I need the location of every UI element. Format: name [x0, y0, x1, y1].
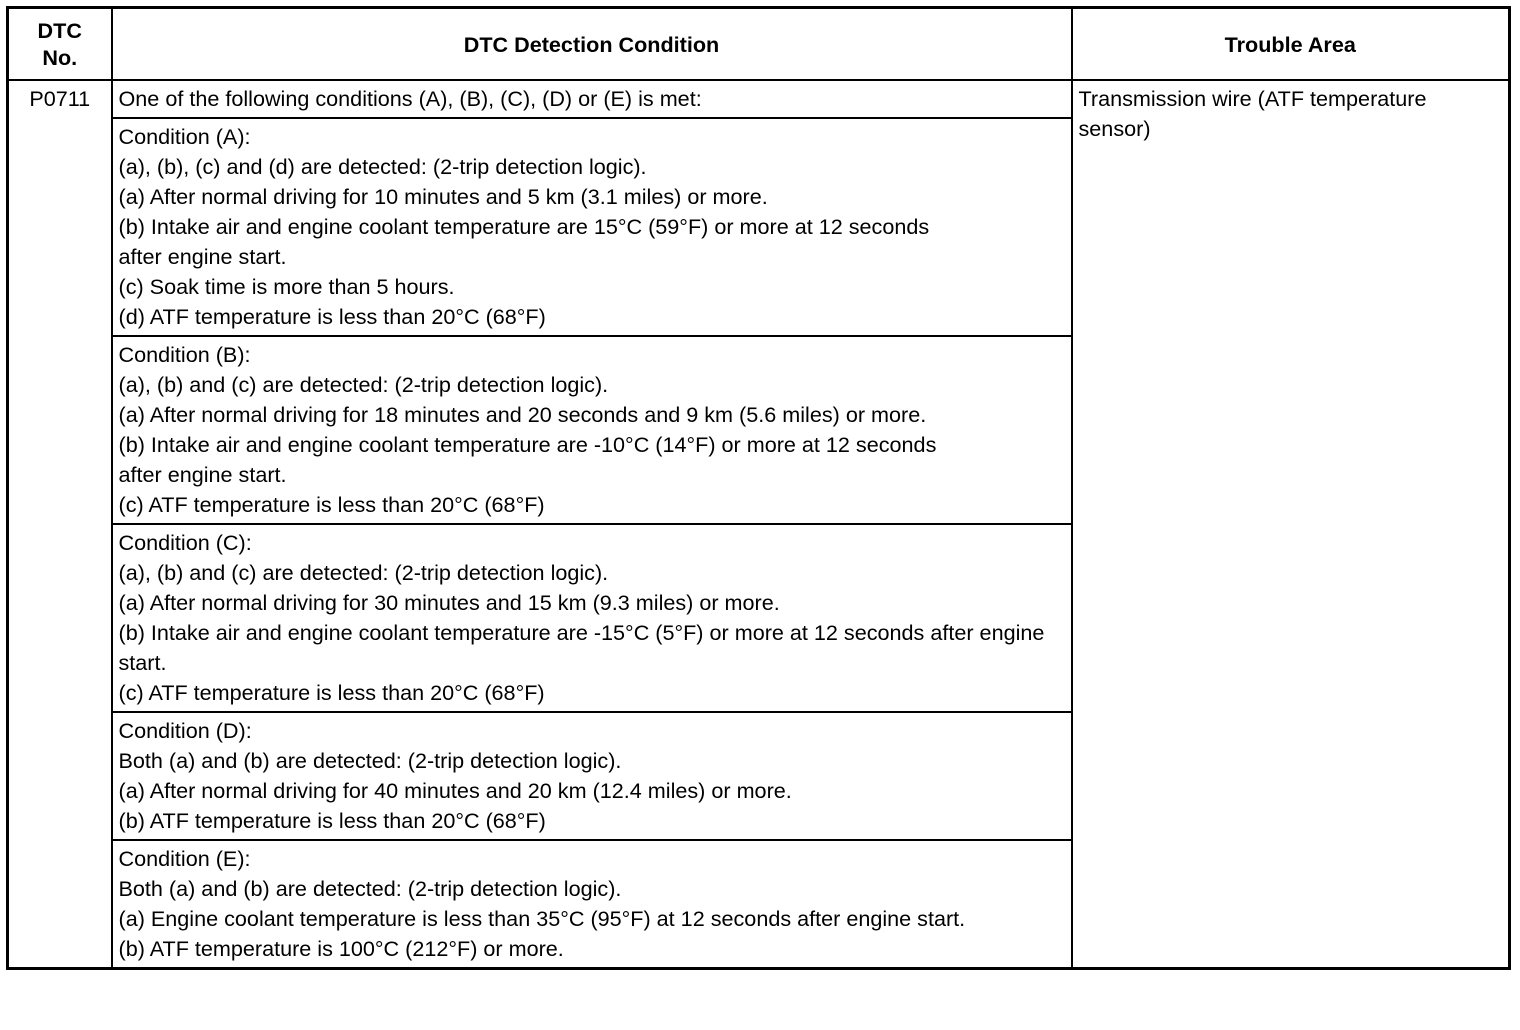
condition-line: (d) ATF temperature is less than 20°C (68°F): [118, 304, 546, 329]
condition-line: Condition (A):: [118, 124, 251, 149]
header-trouble-area: Trouble Area: [1072, 8, 1510, 81]
condition-line: (a) After normal driving for 10 minutes and 5 km (3.1 miles) or more.: [118, 184, 768, 209]
condition-line: (a) After normal driving for 40 minutes and 20 km (12.4 miles) or more.: [118, 778, 792, 803]
condition-line: Both (a) and (b) are detected: (2-trip detection logic).: [118, 876, 622, 901]
condition-line: (a), (b) and (c) are detected: (2-trip detection logic).: [118, 372, 609, 397]
condition-line: (b) Intake air and engine coolant temperature are -10°C (14°F) or more at 12 seconds after engine start.: [118, 432, 943, 487]
header-row: [8, 8, 1510, 81]
condition-c-cell: [112, 524, 1072, 712]
condition-line: (c) Soak time is more than 5 hours.: [118, 274, 455, 299]
condition-line: (a) After normal driving for 30 minutes and 15 km (9.3 miles) or more.: [118, 590, 780, 615]
condition-d-cell: [112, 712, 1072, 840]
condition-line: Condition (D):: [118, 718, 252, 743]
condition-line: (b) ATF temperature is 100°C (212°F) or more.: [118, 936, 564, 961]
conditions-intro: One of the following conditions (A), (B), (C), (D) or (E) is met:: [112, 80, 1072, 118]
condition-line: (c) ATF temperature is less than 20°C (68°F): [118, 680, 545, 705]
condition-line: (c) ATF temperature is less than 20°C (68°F): [118, 492, 545, 517]
dtc-code: P0711: [8, 80, 112, 969]
condition-line: (b) Intake air and engine coolant temperature are -15°C (5°F) or more at 12 seconds after engine start.: [118, 620, 1051, 675]
table-row: [8, 80, 1510, 118]
condition-line: (a) After normal driving for 18 minutes and 20 seconds and 9 km (5.6 miles) or more.: [118, 402, 927, 427]
condition-line: (a) Engine coolant temperature is less than 35°C (95°F) at 12 seconds after engine start.: [118, 906, 966, 931]
trouble-area: Transmission wire (ATF temperature sensor): [1072, 80, 1510, 969]
condition-line: (a), (b) and (c) are detected: (2-trip detection logic).: [118, 560, 609, 585]
condition-line: Condition (B):: [118, 342, 251, 367]
condition-a-cell: [112, 118, 1072, 336]
header-dtc-no-line: No.: [42, 45, 78, 70]
dtc-table: [6, 6, 1511, 970]
condition-line: (a), (b), (c) and (d) are detected: (2-trip detection logic).: [118, 154, 647, 179]
header-dtc-no-line: DTC: [37, 18, 82, 43]
condition-e-cell: [112, 840, 1072, 969]
condition-line: (b) Intake air and engine coolant temperature are 15°C (59°F) or more at 12 seconds after engine start.: [118, 214, 936, 269]
condition-line: Both (a) and (b) are detected: (2-trip detection logic).: [118, 748, 622, 773]
condition-line: Condition (E):: [118, 846, 251, 871]
condition-line: Condition (C):: [118, 530, 252, 555]
condition-b-cell: [112, 336, 1072, 524]
condition-line: (b) ATF temperature is less than 20°C (68°F): [118, 808, 546, 833]
header-dtc-no: [8, 8, 112, 81]
header-detection-condition: DTC Detection Condition: [112, 8, 1072, 81]
